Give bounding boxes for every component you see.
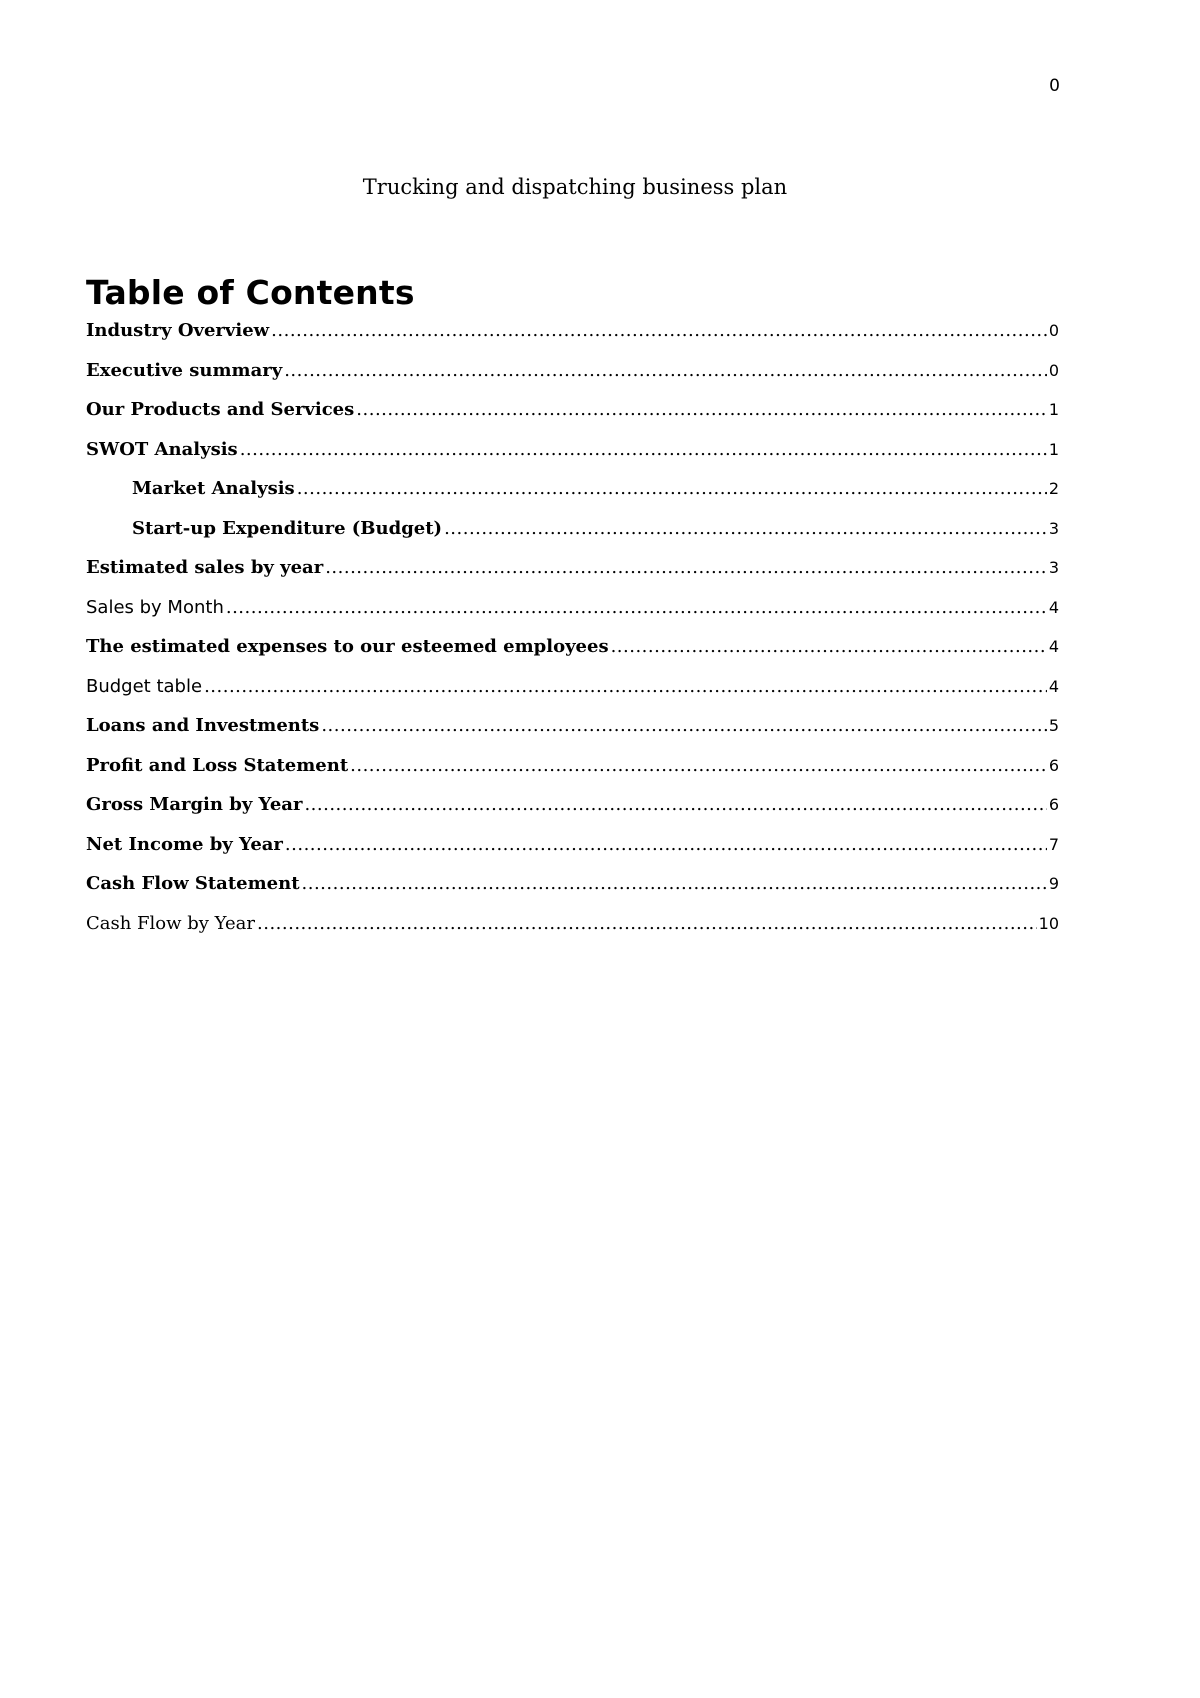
toc-entry-market-analysis[interactable] [86, 476, 1059, 516]
toc-entry-net-income[interactable] [86, 832, 1059, 872]
toc-entry-label: Loans and Investments [86, 715, 320, 736]
toc-entry-label: Industry Overview [86, 320, 270, 341]
toc-entry-executive-summary[interactable] [86, 358, 1059, 398]
toc-entry-page: 9 [1048, 874, 1059, 893]
toc-entry-page: 6 [1048, 795, 1059, 814]
toc-dot-leader [356, 397, 1047, 423]
toc-entry-startup-expenditure[interactable] [86, 516, 1059, 556]
toc-entry-sales-by-month[interactable] [86, 595, 1059, 635]
toc-entry-label: Start-up Expenditure (Budget) [132, 517, 443, 539]
toc-entry-label: Executive summary [86, 359, 283, 381]
toc-heading: Table of Contents [86, 273, 415, 312]
toc-dot-leader [271, 318, 1047, 344]
toc-dot-leader [321, 713, 1046, 739]
page-number: 0 [1049, 76, 1060, 96]
toc-entry-label: Market Analysis [132, 478, 295, 499]
toc-entry-page: 7 [1048, 834, 1059, 854]
toc-entry-page: 10 [1038, 913, 1059, 933]
toc-dot-leader [204, 674, 1047, 700]
toc-entry-label: Budget table [86, 675, 203, 697]
toc-entry-profit-loss[interactable] [86, 753, 1059, 793]
toc-entry-label: SWOT Analysis [86, 438, 238, 460]
toc-entry-products-services[interactable] [86, 397, 1059, 437]
toc-entry-page: 3 [1048, 518, 1059, 538]
toc-dot-leader [611, 634, 1047, 660]
toc-entry-label: Our Products and Services [86, 399, 355, 420]
toc-entry-cash-flow-by-year[interactable] [86, 911, 1059, 951]
document-title: Trucking and dispatching business plan [362, 175, 788, 199]
toc-entry-swot-analysis[interactable] [86, 437, 1059, 477]
toc-entry-label: Cash Flow Statement [86, 873, 300, 894]
toc-dot-leader [257, 911, 1037, 937]
toc-entry-page: 3 [1048, 558, 1059, 577]
toc-dot-leader [284, 358, 1047, 384]
toc-dot-leader [325, 555, 1047, 581]
toc-dot-leader [226, 595, 1047, 621]
toc-entry-industry-overview[interactable] [86, 318, 1059, 358]
toc-entry-estimated-sales[interactable] [86, 555, 1059, 595]
toc-entry-page: 5 [1048, 716, 1059, 735]
toc-entry-page: 0 [1048, 360, 1059, 380]
toc-entry-label: Sales by Month [86, 596, 224, 618]
table-of-contents [86, 318, 1059, 950]
toc-entry-label: The estimated expenses to our esteemed employees [86, 636, 609, 657]
toc-dot-leader [285, 832, 1047, 858]
toc-dot-leader [304, 792, 1046, 818]
toc-entry-page: 2 [1048, 479, 1059, 498]
toc-entry-page: 4 [1048, 637, 1059, 656]
toc-entry-page: 1 [1048, 439, 1059, 459]
toc-dot-leader [444, 516, 1047, 542]
toc-dot-leader [350, 753, 1047, 779]
toc-entry-loans-investments[interactable] [86, 713, 1059, 753]
toc-entry-label: Estimated sales by year [86, 557, 324, 578]
toc-entry-cash-flow-statement[interactable] [86, 871, 1059, 911]
toc-dot-leader [302, 871, 1047, 897]
toc-entry-page: 0 [1048, 321, 1059, 340]
toc-entry-gross-margin[interactable] [86, 792, 1059, 832]
toc-dot-leader [240, 437, 1047, 463]
toc-entry-label: Gross Margin by Year [86, 794, 303, 815]
toc-entry-label: Cash Flow by Year [86, 912, 255, 934]
toc-entry-label: Net Income by Year [86, 833, 283, 855]
toc-entry-budget-table[interactable] [86, 674, 1059, 714]
toc-dot-leader [297, 476, 1047, 502]
toc-entry-page: 4 [1048, 676, 1059, 696]
toc-entry-employee-expenses[interactable] [86, 634, 1059, 674]
toc-entry-label: Profit and Loss Statement [86, 754, 349, 776]
toc-entry-page: 6 [1048, 755, 1059, 775]
toc-entry-page: 1 [1048, 400, 1059, 419]
toc-entry-page: 4 [1048, 597, 1059, 617]
